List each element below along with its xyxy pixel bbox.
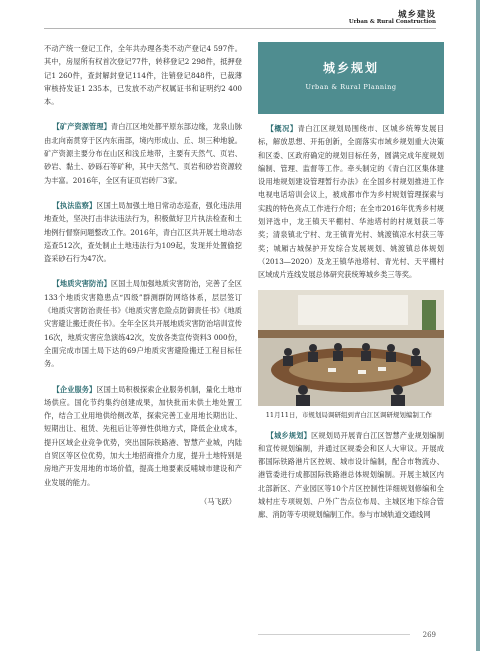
spacer	[44, 265, 242, 277]
header-subtitle: Urban & Rural Construction	[348, 19, 436, 25]
section-text: 青白江区地处都平原东部边缘，龙泉山脉由北向南贯穿于区内东南部，境内形成山、丘、坝三种地貌。矿产资源主要分布在山区和浅丘地带，主要有天然气、页岩、砂岩、黏土、砂砾石等矿种，其中天然气、页岩和砂岩资源较为丰富。2016年，全区有证页岩砖厂3家。	[44, 122, 242, 185]
footer-rule	[258, 634, 410, 635]
side-color-bar	[476, 0, 480, 651]
section-text: 区国土局加强地质灾害防治，完善了全区133个地质灾害隐患点“四级”群测群防网络体系，层层签订《地质灾害防治责任书》《地质灾害危险点防御责任书》《地质灾害避让搬迁责任书》。全年全区共开展地质灾害防治培训宣传16次，地质灾害应急演练42次，发放各类宣传资料3 000份，全面完成市国土局下达的69户地质灾害避险搬迁工程目标任务。	[44, 279, 242, 369]
spacer	[44, 187, 242, 199]
author-signature: （马飞跃）	[200, 496, 236, 506]
section-urban-planning	[258, 429, 444, 522]
section-label: 【城乡规划】	[266, 430, 312, 440]
section-label: 【执法监察】	[52, 200, 97, 210]
section-text: 区国土局积极探索企业服务机制，量化土地市场供应。国化节约集约创建成果，加快批而未供土地处置工作，结合工业用地供给侧改革，探索完善工业用地长期出让、短期出让、租赁、先租后让等弹性供地方式，降低企业成本，提升区域企业竞争优势，突出国际铁路港、智慧产业城，内陆自贸区等区位优势，加大土地招商推介力度，提升土地特别是房地产开发用地的市场价值，提高土地要素反哺城市建设和产业发展的能力。	[44, 384, 242, 487]
section-label: 【矿产资源管理】	[52, 122, 111, 132]
section-banner	[258, 42, 444, 114]
photo-caption: 11月11日，市规划局调研组到青白江区调研规划编制工作	[265, 410, 432, 419]
header-title: 城乡建设	[397, 10, 436, 20]
spacer	[44, 108, 242, 120]
section-mineral	[44, 120, 242, 186]
section-enforcement	[44, 199, 242, 265]
spacer	[44, 371, 242, 383]
section-enterprise	[44, 383, 242, 489]
page-number: 269	[422, 631, 436, 639]
intro-paragraph: 不动产统一登记工作，全年共办理各类不动产登记4 597件。其中，房屋所有权首次登记77件，转移登记2 298件，抵押登记1 260件，查封解封登记114件，注销登记848件，已裁薄审核持发证1 235本，已发放不动产权属证书和证明约2 400本。	[44, 44, 242, 107]
meeting-photo	[258, 290, 444, 406]
section-geohazard	[44, 277, 242, 370]
section-text: 区规划局开展青白江区智慧产业规划编制和宣传规划编制，并通过区规委会和区人大审议。开展成都国际铁路港片区控规、城市设计编制，配合市物流办、港管委进行成都国际铁路港总体规划编制。开展主城区内北部新区、产业园区等10个片区控制性详细规划修编和全城村庄专项规划、户外广告点位布局、主城区地下综合管廊、消防等专项规划编制工作。参与市域轨道交通线网	[258, 430, 444, 520]
section-label: 【概况】	[266, 124, 298, 133]
section-label: 【企业服务】	[52, 384, 97, 394]
section-overview	[258, 122, 444, 282]
banner-title: 城乡规划	[322, 60, 379, 75]
header-rule	[44, 28, 436, 29]
left-column	[44, 42, 242, 508]
banner-subtitle: Urban & Rural Planning	[305, 83, 397, 91]
section-text: 区国土局加强土地日常动态巡查，强化违法用地查处，坚决打击非法违法行为，积极做好卫片执法检查和土地例行督察问题整改工作。2016年，青白江区共开展土地动态巡查512次，查处制止土地违法行为109起，发现并处置偷挖盗采砂石行为47次。	[44, 200, 242, 264]
section-label: 【地质灾害防治】	[52, 279, 111, 289]
section-text: 青白江区规划局围绕市、区城乡统筹发展目标，解放思想、开拓创新，全面落实市域乡规划重大决策和区委、区政府确定的规划目标任务，圆满完成年度规划编制、管理、监督等工作。牵头制定的《青白江区集体建设用地规划建设管理暂行办法》在全国乡村规划推进工作电视电话培训会议上，被成都市作为乡村规划管理探索与实践的特色亮点工作进行介绍；在全市2016年优秀乡村规划评选中，龙王镇天平棚村、华池塔村的村规划获二等奖；清泉镇北宁村、龙王镇青光村、姚渡镇凉水村获三等奖；城厢古城保护开发综合发展规划、姚渡镇总体规划（2013—2020）及龙王镇华池塔村、青光村、天平棚村区域成片连线发展总体研究获统筹城乡类三等奖。	[258, 124, 444, 280]
right-column	[258, 42, 444, 522]
